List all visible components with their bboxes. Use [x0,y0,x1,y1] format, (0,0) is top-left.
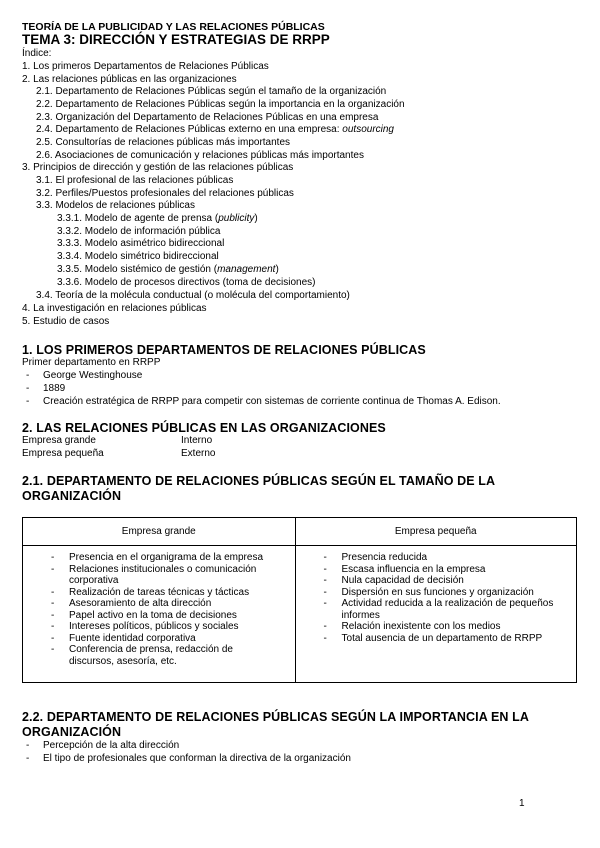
list-item-text: 1889 [43,383,66,394]
table-header-large-company: Empresa grande [23,518,296,546]
dash-bullet: - [51,621,55,632]
toc-item: 3.1. El profesional de las relaciones públicas [36,175,234,186]
small-company-cell [295,546,576,683]
dash-bullet: - [323,552,327,563]
list-item-text: Total ausencia de un departamento de RRPP [341,632,543,644]
dash-bullet: - [323,575,327,586]
list-item-text: Relaciones institucionales o comunicación [69,563,257,575]
section-2-2-title: 2.2. DEPARTAMENTO DE RELACIONES PÚBLICAS SEGÚN LA IMPORTANCIA EN LA [22,710,529,724]
toc-item: 3. Principios de dirección y gestión de las relaciones públicas [22,162,294,173]
topic-title: TEMA 3: DIRECCIÓN Y ESTRATEGIAS DE RRPP [22,32,330,47]
toc-item: 2. Las relaciones públicas en las organizaciones [22,74,237,85]
dash-bullet: - [51,586,55,598]
list-item-text-cont: corporativa [69,575,119,586]
list-item-text: Relación inexistente con los medios [341,621,501,632]
toc-item-text: ) [275,264,279,275]
small-company-list [302,552,570,644]
list-item-text: Presencia reducida [341,552,428,563]
list-item [302,552,570,564]
section-1-intro: Primer departamento en RRPP [22,357,161,368]
list-item [29,552,289,564]
toc-item: 5. Estudio de casos [22,316,110,327]
section-2-1-title-cont: ORGANIZACIÓN [22,489,122,503]
list-item [0,753,600,765]
list-item-text: George Westinghouse [43,370,143,381]
dash-bullet: - [323,632,327,644]
list-item [302,575,570,587]
list-item-text: El tipo de profesionales que conforman la directiva de la organización [43,753,351,764]
list-item-text: Realización de tareas técnicas y tácticas [69,586,250,598]
dash-bullet: - [51,609,55,621]
dash-bullet: - [26,396,30,407]
toc-item-italic: publicity [218,213,255,224]
toc-item [36,124,394,137]
toc-item: 3.4. Teoría de la molécula conductual (o molécula del comportamiento) [36,290,350,301]
toc-item: 3.3. Modelos de relaciones públicas [36,200,195,211]
list-item-text: Nula capacidad de decisión [341,575,464,586]
toc-item: 2.3. Organización del Departamento de Relaciones Públicas en una empresa [36,112,379,123]
toc-item: 2.2. Departamento de Relaciones Públicas según la importancia en la organización [36,99,405,110]
toc-item: 2.5. Consultorías de relaciones públicas más importantes [36,137,291,148]
section-2-2-title-cont: ORGANIZACIÓN [22,725,122,739]
list-item-text: Intereses políticos, públicos y sociales [69,621,239,632]
dash-bullet: - [26,370,30,381]
toc-item-italic: outsourcing [342,124,394,135]
list-item-text: Escasa influencia en la empresa [341,563,486,575]
dash-bullet: - [323,621,327,632]
list-item [29,587,289,599]
toc-item: 2.6. Asociaciones de comunicación y relaciones públicas más importantes [36,150,364,161]
list-item-text: Presencia en el organigrama de la empresa [69,552,263,563]
dash-bullet: - [323,563,327,575]
org-size-label: Empresa grande [22,435,96,446]
toc-item-text: ) [254,213,258,224]
list-item-text: Fuente identidad corporativa [69,632,196,644]
dash-bullet: - [26,383,30,394]
toc-item-italic: management [217,264,276,275]
dash-bullet: - [26,740,30,751]
toc-item: 1. Los primeros Departamentos de Relaciones Públicas [22,61,269,72]
list-item [29,598,289,610]
list-item [29,644,289,667]
dash-bullet: - [26,753,30,764]
list-item [302,621,570,633]
section-1-title: 1. LOS PRIMEROS DEPARTAMENTOS DE RELACIONES PÚBLICAS [22,343,426,357]
list-item [29,633,289,645]
list-item-text: Percepción de la alta dirección [43,740,180,751]
list-item-text: Creación estratégica de RRPP para competir con sistemas de corriente continua de Thomas A. Edison. [43,396,501,407]
toc-item: 3.3.2. Modelo de información pública [57,226,221,237]
toc-item [57,264,279,277]
list-item [29,564,289,587]
list-item-text: Actividad reducida a la realización de pequeños [341,598,554,609]
toc-item: 2.1. Departamento de Relaciones Públicas según el tamaño de la organización [36,86,387,97]
dash-bullet: - [51,644,55,655]
list-item-text: Dispersión en sus funciones y organización [341,586,534,598]
comparison-table [22,517,577,683]
page-number: 1 [519,798,525,809]
org-type-value: Externo [181,448,216,459]
list-item [29,610,289,622]
large-company-list [29,552,289,667]
toc-item: 4. La investigación en relaciones públicas [22,303,207,314]
list-item [0,396,600,408]
list-item [0,383,600,395]
list-item [302,598,570,621]
list-item-text: Conferencia de prensa, redacción de [69,644,233,655]
dash-bullet: - [323,598,327,609]
toc-item: 3.3.4. Modelo simétrico bidireccional [57,251,219,262]
list-item-text: Papel activo en la toma de decisiones [69,609,237,621]
section-2-1-title: 2.1. DEPARTAMENTO DE RELACIONES PÚBLICAS SEGÚN EL TAMAÑO DE LA [22,474,496,488]
toc-item-text: 3.3.5. Modelo sistémico de gestión ( [57,264,218,275]
list-item [302,633,570,645]
list-item-text-cont: informes [341,609,380,621]
toc-item: 3.3.3. Modelo asimétrico bidireccional [57,238,225,249]
dash-bullet: - [323,586,327,598]
list-item-text: Asesoramiento de alta dirección [69,598,212,609]
dash-bullet: - [51,563,55,575]
list-item-text-cont: discursos, asesoría, etc. [69,655,177,667]
dash-bullet: - [51,552,55,563]
index-label: Índice: [22,48,52,59]
dash-bullet: - [51,632,55,644]
toc-item-text: 3.3.1. Modelo de agente de prensa ( [57,213,219,224]
list-item [0,740,600,752]
org-type-value: Interno [181,435,213,446]
toc-item: 3.2. Perfiles/Puestos profesionales del relaciones públicas [36,188,294,199]
list-item [29,621,289,633]
toc-item: 3.3.6. Modelo de procesos directivos (toma de decisiones) [57,277,316,288]
toc-item [57,213,258,226]
dash-bullet: - [51,598,55,609]
org-size-label: Empresa pequeña [22,448,104,459]
list-item [0,370,600,382]
list-item [302,587,570,599]
section-2-title: 2. LAS RELACIONES PÚBLICAS EN LAS ORGANIZACIONES [22,421,386,435]
list-item [302,564,570,576]
toc-item-text: 2.4. Departamento de Relaciones Públicas externo en una empresa: [36,124,343,135]
large-company-cell [23,546,296,683]
table-header-small-company: Empresa pequeña [295,518,576,546]
course-title: TEORÍA DE LA PUBLICIDAD Y LAS RELACIONES PÚBLICAS [22,21,325,33]
